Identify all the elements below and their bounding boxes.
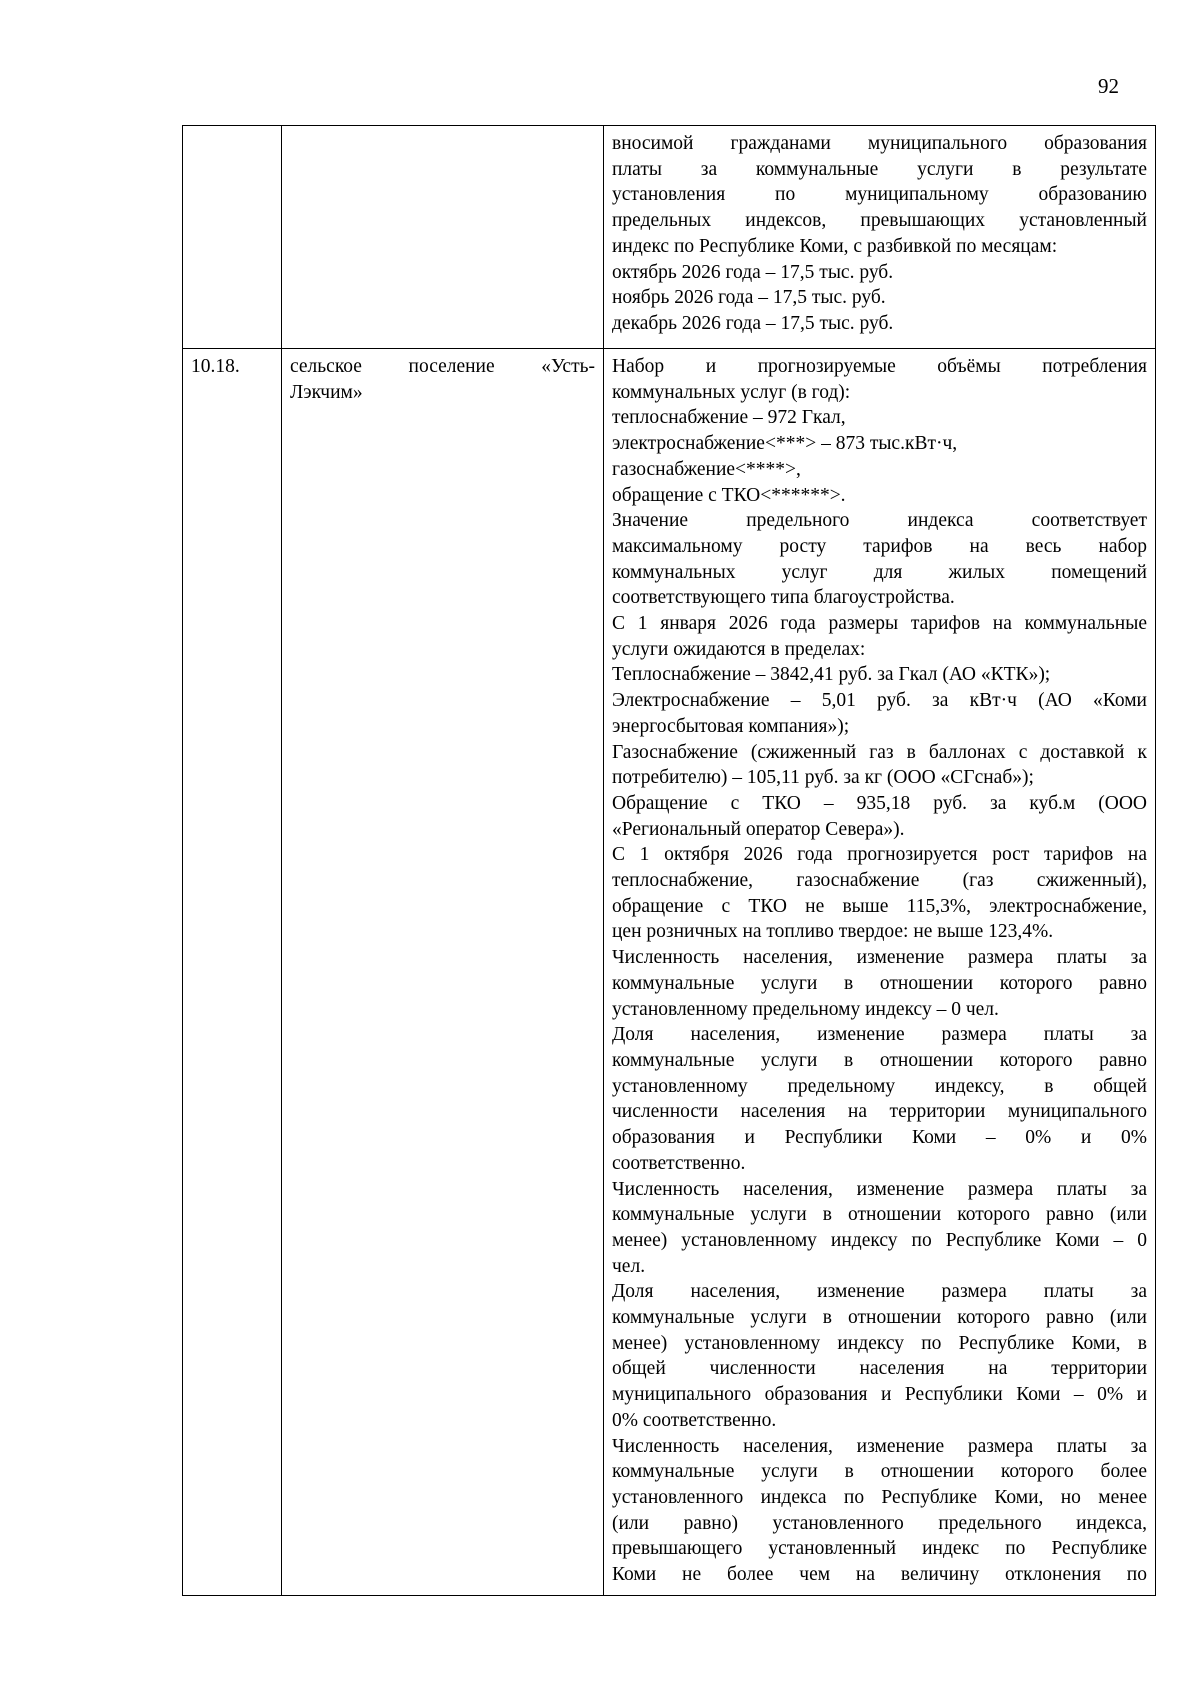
- text-line: Коми не более чем на величину отклонения по: [612, 1564, 1147, 1586]
- text-line: цен розничных на топливо твердое: не выше 123,4%.: [612, 921, 1054, 943]
- text-line: соответствующего типа благоустройства.: [612, 587, 955, 609]
- text-line: установленному предельному индексу, в общей: [612, 1075, 1147, 1097]
- text-line: теплоснабжение, газоснабжение (газ сжиженный),: [612, 870, 1147, 892]
- text-line: электроснабжение<***> – 873 тыс.кВт·ч,: [612, 433, 958, 455]
- text-line: образования и Республики Коми – 0% и 0%: [612, 1127, 1147, 1149]
- text-line: потребителю) – 105,11 руб. за кг (ООО «СГснаб»);: [612, 767, 1034, 789]
- text-line: Численность населения, изменение размера платы за: [612, 1178, 1147, 1200]
- text-line: газоснабжение<****>,: [612, 458, 801, 480]
- text-line: услуги ожидаются в пределах:: [612, 638, 866, 660]
- text-line: установления по муниципальному образованию: [612, 184, 1147, 206]
- text-line: установленного индекса по Республике Коми, но менее: [612, 1486, 1147, 1508]
- text-line: соответственно.: [612, 1152, 746, 1174]
- page-number: 92: [1098, 74, 1119, 98]
- text-line: (или равно) установленного предельного индекса,: [612, 1512, 1147, 1534]
- text-line: энергосбытовая компания»);: [612, 715, 850, 737]
- text-line: Набор и прогнозируемые объёмы потребления: [612, 356, 1147, 377]
- text-line: Обращение с ТКО – 935,18 руб. за куб.м (ООО: [612, 792, 1147, 814]
- text-line: обращение с ТКО<******>.: [612, 484, 846, 506]
- row-number-cell: [183, 126, 282, 349]
- municipality-name-cell: [282, 349, 604, 1596]
- text-line: Значение предельного индекса соответствует: [612, 510, 1147, 532]
- document-table: [182, 125, 1156, 1596]
- text-line: «Региональный оператор Севера»).: [612, 818, 905, 840]
- text-line: вносимой гражданами муниципального образования: [612, 133, 1147, 154]
- text-line: Доля населения, изменение размера платы за: [612, 1024, 1147, 1046]
- text-line: максимальному росту тарифов на весь набор: [612, 535, 1147, 557]
- text-line: Численность населения, изменение размера платы за: [612, 1435, 1147, 1457]
- text-line: ноябрь 2026 года – 17,5 тыс. руб.: [612, 287, 886, 309]
- text-line: Газоснабжение (сжиженный газ в баллонах с доставкой к: [612, 741, 1147, 763]
- table-row: [183, 126, 1156, 349]
- text-line: теплоснабжение – 972 Гкал,: [612, 407, 846, 429]
- text-line: платы за коммунальные услуги в результате: [612, 158, 1147, 180]
- text-line: численности населения на территории муниципального: [612, 1101, 1147, 1123]
- text-line: коммунальные услуги в отношении которого равно: [612, 972, 1147, 994]
- text-line: С 1 января 2026 года размеры тарифов на коммунальные: [612, 613, 1147, 635]
- municipality-name-cell: [282, 126, 604, 349]
- table-row: [183, 349, 1156, 1596]
- text-line: предельных индексов, превышающих установленный: [612, 210, 1147, 232]
- text-line: Теплоснабжение – 3842,41 руб. за Гкал (АО «КТК»);: [612, 664, 1051, 686]
- text-line: муниципального образования и Республики Коми – 0% и: [612, 1384, 1147, 1406]
- text-line: общей численности населения на территории: [612, 1358, 1147, 1380]
- text-line: коммунальные услуги в отношении которого равно (или: [612, 1204, 1147, 1226]
- text-line: октябрь 2026 года – 17,5 тыс. руб.: [612, 261, 894, 283]
- text-line: менее) установленному индексу по Республике Коми – 0: [612, 1229, 1147, 1251]
- text-line: 0% соответственно.: [612, 1409, 777, 1431]
- text-line: обращение с ТКО не выше 115,3%, электроснабжение,: [612, 895, 1147, 917]
- text-line: коммунальных услуг для жилых помещений: [612, 561, 1147, 583]
- text-line: коммунальные услуги в отношении которого более: [612, 1461, 1147, 1483]
- text-line: Электроснабжение – 5,01 руб. за кВт·ч (АО «Коми: [612, 690, 1147, 712]
- text-line: превышающего установленный индекс по Республике: [612, 1538, 1147, 1560]
- text-line: установленному предельному индексу – 0 чел.: [612, 998, 999, 1020]
- text-line: коммунальных услуг (в год):: [612, 381, 851, 403]
- row-number-cell: 10.18.: [183, 349, 282, 1596]
- text-line: коммунальные услуги в отношении которого равно: [612, 1049, 1147, 1071]
- text-line: индекс по Республике Коми, с разбивкой по месяцам:: [612, 235, 1058, 257]
- text-line: Лэкчим»: [290, 381, 363, 403]
- text-line: декабрь 2026 года – 17,5 тыс. руб.: [612, 312, 894, 334]
- text-line: коммунальные услуги в отношении которого равно (или: [612, 1307, 1147, 1329]
- text-line: сельское поселение «Усть-: [290, 356, 595, 377]
- text-line: чел.: [612, 1255, 646, 1277]
- text-line: Доля населения, изменение размера платы за: [612, 1281, 1147, 1303]
- text-line: менее) установленному индексу по Республике Коми, в: [612, 1332, 1147, 1354]
- description-cell: [604, 126, 1156, 349]
- description-cell: [604, 349, 1156, 1596]
- text-line: Численность населения, изменение размера платы за: [612, 947, 1147, 969]
- text-line: С 1 октября 2026 года прогнозируется рост тарифов на: [612, 844, 1147, 866]
